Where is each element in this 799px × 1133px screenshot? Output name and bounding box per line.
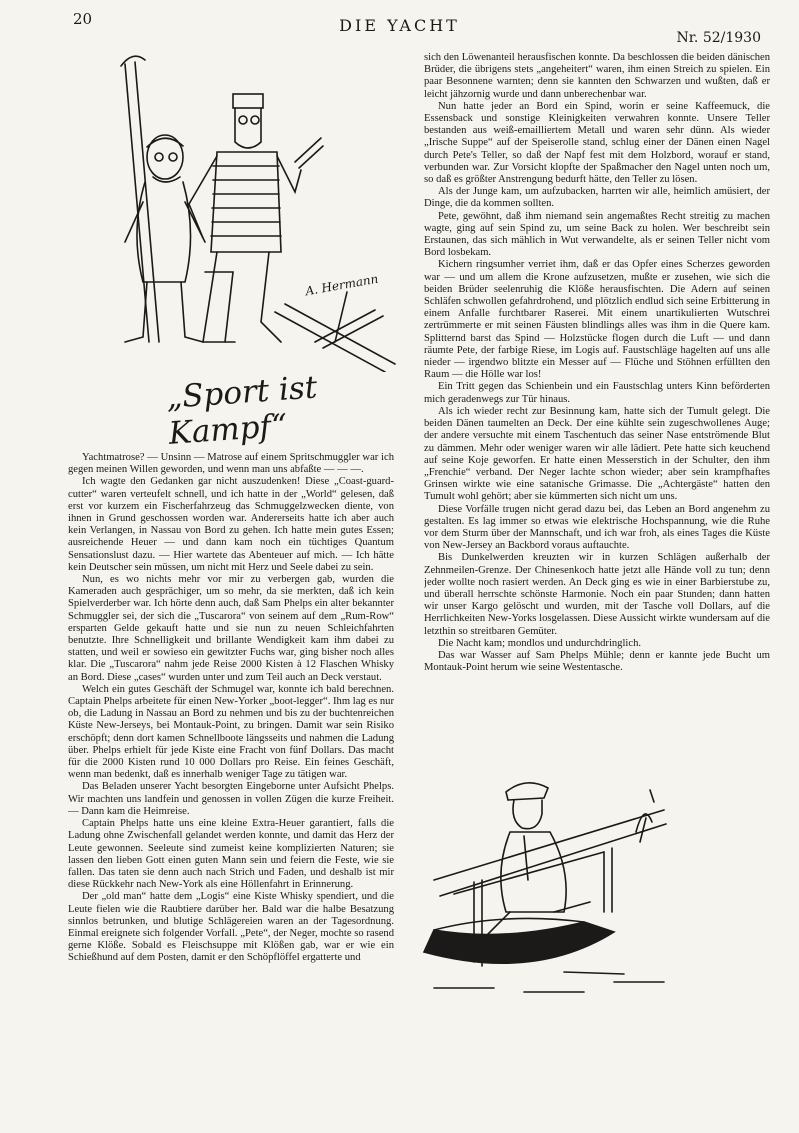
paragraph: Nun hatte jeder an Bord ein Spind, worin er seine Kaffeemuck, die Essensback und sonstige Kleinigkeiten verwahren konnte. Unsere Teller bestanden aus weiß-emailliertem Metall und waren sehr dünn. Als wieder „Irische Suppe“ auf der Speiserolle stand, schlug einer der Dänen einen Nagel durch Pete's Teller, so daß der Napf fest mit dem Holzbord, worauf er stand, verbunden war. Zur Vorsicht klopfte der Spaßmacher den Nagel unten noch um, so daß es größter Anstrengung bedurft hätte, den Teller zu lösen. bbox=[424, 100, 770, 186]
paragraph: Captain Phelps hatte uns eine kleine Extra-Heuer garantiert, falls die Ladung ohne Zwischenfall gelandet werden konnte, und damit das Herz der Leute gewonnen. Seeleute sind zumeist keine komplizierten Naturen; sie lassen den lieben Gott einen guten Mann sein und feiern die Feste, wie sie fallen. Das taten sie denn auch nach Strich und Faden, und deshalb ist mir diese Rückkehr nach New-York als eine Höllenfahrt in Erinnerung. bbox=[68, 818, 394, 891]
sailors-skiing-illustration bbox=[85, 42, 405, 372]
paragraph: Als der Junge kam, um aufzubacken, harrten wir alle, heimlich amüsiert, der Dinge, die da kommen sollten. bbox=[424, 186, 770, 210]
paragraph: Der „old man“ hatte dem „Logis“ eine Kiste Whisky spendiert, und die Leute fielen wie die Raubtiere darüber her. Bald war die halbe Besatzung sinnlos betrunken, und blutige Schlägereien waren an der Tagesordnung. Einmal ereignete sich folgender Vorfall. „Pete“, der Neger, mochte so rasend gerne Klöße. Sobald es Fleischsuppe mit Klößen gab, war er wie ein Schießhund auf dem Posten, damit er den Schöpflöffel ergatterte und bbox=[68, 891, 394, 964]
paragraph: Bis Dunkelwerden kreuzten wir in kurzen Schlägen außerhalb der Zehnmeilen-Grenze. Der Chinesenkoch hatte jetzt alle Hände voll zu tun; denn jeder wollte noch rasiert werden. An Deck ging es wie in einer Barbierstube zu, und überall herrschte schönste Harmonie. Noch ein paar Stunden; dann hatten wir unser Kargo gelöscht und wurden, mit der Tasche voll Dollars, auf die Herrlichkeiten New-Yorks losgelassen. Diese Aussicht wirkte wundersam auf die letzthin so streitbaren Gemüter. bbox=[424, 552, 770, 637]
page-number: 20 bbox=[73, 10, 93, 28]
paragraph: Kichern ringsumher verriet ihm, daß er das Opfer eines Scherzes geworden war — und um allem die Krone aufzusetzen, mußte er zusehen, wie sich die beiden Brüder seelenruhig die Klöße herausfischten. Die Adern auf seinen Schläfen schwollen gefahrdrohend, und plötzlich endlud sich seine Erbitterung in einem Anfalle furchtbarer Raserei. Mit einem unartikulierten Wutschrei zertrümmerte er mit seinen Fäusten blindlings alles was ihm in die Quere kam. Splitternd barst das Spind — Holzstücke flogen durch die Luft — und dann räumte Pete, der farbige Riese, im Logis auf. Faustschläge hagelten auf uns alle nieder — irgendwo blitzte ein Messer auf — Flüche und Stöhnen erfüllten den Raum — die Hölle war los! bbox=[424, 259, 770, 381]
article-right-column bbox=[424, 52, 770, 734]
illustration-caption: „Sport ist Kampf“ bbox=[165, 369, 319, 452]
paragraph: Pete, gewöhnt, daß ihm niemand sein angemaßtes Recht streitig zu machen wagte, ging auf sein Spind zu, um seine Back zu holen. Wer beschreibt sein Erstaunen, das sich mählich in Wut verwandelte, als er seinen Teller nicht vom Bord losbekam. bbox=[424, 210, 770, 259]
page-header bbox=[0, 6, 799, 46]
paragraph: Ich wagte den Gedanken gar nicht auszudenken! Diese „Coast-guard-cutter“ waren verteufelt schnell, und ich hatte in der „World“ gelesen, daß erst vor kurzem ein Fischerfahrzeug das Schmuggelzwecken diente, von ihnen in Grund geschossen worden war. Andererseits hatte ich aber auch kein Verlangen, in Nassau von Bord zu gehen. Ich hatte mein gutes Essen; ausreichende Heuer — und dann kam noch ein tüchtiges Quantum Sensationslust dazu. — Hier wartete das Abenteuer auf mich. — Ich hätte kein Deutscher sein müssen, um nicht mit Herz und Seele dabei zu sein. bbox=[68, 476, 394, 573]
paragraph: Diese Vorfälle trugen nicht gerad dazu bei, das Leben an Bord angenehm zu gestalten. Es lag immer so etwas wie elektrische Hochspannung, wie die Ruhe vor dem Sturm über der Mannschaft, und ich war froh, als eines Tages die Küste von New-Jersey an Backbord voraus auftauchte. bbox=[424, 503, 770, 552]
paragraph: sich den Löwenanteil herausfischen konnte. Da beschlossen die beiden dänischen Brüder, die übrigens stets „angeheitert“ waren, ihm einen Streich zu spielen. Ein paar Besonnene warnten; denn sie kannten den Schwarzen und wußten, daß er leicht jähzornig wurde und dann unberechenbar war. bbox=[424, 52, 770, 100]
masthead-title: DIE YACHT bbox=[339, 16, 460, 35]
paragraph: Das war Wasser auf Sam Phelps Mühle; denn er kannte jede Bucht um Montauk-Point herum wie seine Westentasche. bbox=[424, 649, 770, 674]
paragraph: Yachtmatrose? — Unsinn — Matrose auf einem Spritschmuggler war ich gegen meinen Willen geworden, und wenn man uns abfaßte — — —. bbox=[68, 452, 394, 476]
paragraph: Das Beladen unserer Yacht besorgten Eingeborne unter Aufsicht Phelps. Wir machten uns landfein und genossen in vollen Zügen die kurze Freiheit. — Dann kam die Heimreise. bbox=[68, 781, 394, 817]
sailor-on-dock-illustration bbox=[414, 762, 684, 1002]
paragraph: Ein Tritt gegen das Schienbein und ein Faustschlag unters Kinn beförderten mich geradenwegs zur Tür hinaus. bbox=[424, 381, 770, 405]
paragraph: Welch ein gutes Geschäft der Schmugel war, konnte ich bald berechnen. Captain Phelps arbeitete für einen New-Yorker „boot-legger“. Ihm lag es nur ob, die Ladung in Nassau an Bord zu nehmen und bis zu der buchtenreichen Küste New-Jerseys, bei Montauk-Point, zu bringen. Damit war sein Risiko erschöpft; denn dort kamen Schnellboote längsseits und nahmen die Ladung über. Phelps erhielt für jede Kiste eine Fracht von fünf Dollars. Das macht für die 2000 Kisten rund 10 000 Dollars pro Reise. Ein feines Geschäft, wenn man bedenkt, daß es innerhalb weniger Tage zu tätigen war. bbox=[68, 683, 394, 781]
issue-number: Nr. 52/1930 bbox=[676, 30, 761, 46]
paragraph: Die Nacht kam; mondlos und undurchdringlich. bbox=[438, 637, 642, 649]
paragraph: Als ich wieder recht zur Besinnung kam, hatte sich der Tumult gelegt. Die beiden Dänen taumelten an Deck. Der eine kühlte sein zugeschwollenes Auge; der andere versuchte mit einem Taschentuch das seiner Nase entströmende Blut zu dämmen. Mehr oder weniger waren wir alle lädiert. Pete hatte sich keuchend auf seine Koje geworfen. Er hatte einen Messerstich in der Schulter, den ihm „Frenchie“ verband. Der Neger lachte schon wieder; aber sein krampfhaftes Grinsen wirkte wie eine satanische Grimasse. Die „Achtergäste“ hatten den Tumult wohl gehört; aber sie kümmerten sich nicht um uns. bbox=[424, 405, 770, 503]
article-left-column bbox=[68, 452, 394, 1024]
paragraph: Nun, es wo nichts mehr vor mir zu verbergen gab, wurden die Kameraden auch gesprächiger, um so mehr, da sie merkten, daß ich kein Spielverderber war. Ich hörte denn auch, daß Sam Phelps ein alter bekannter Schmuggler sei, der sich die „Tuscarora“ von seinem auf dem „Rum-Row“ ersparten Gelde gekauft hatte und sie nun zu neuen Schleichfahrten benutzte. Ihre Schnelligkeit und brillante Wendigkeit kam ihm dabei zu statten, und weil er sowieso ein gewitzter Fuchs war, ging bisher noch alles klar. Die „Tuscarora“ nahm jede Reise 2000 Kisten à 12 Flaschen Whisky an Bord. Diese „cases“ wurden unter und zum Teil auch an Deck verstaut. bbox=[68, 574, 394, 683]
artist-signature: A. Hermann bbox=[304, 271, 380, 299]
